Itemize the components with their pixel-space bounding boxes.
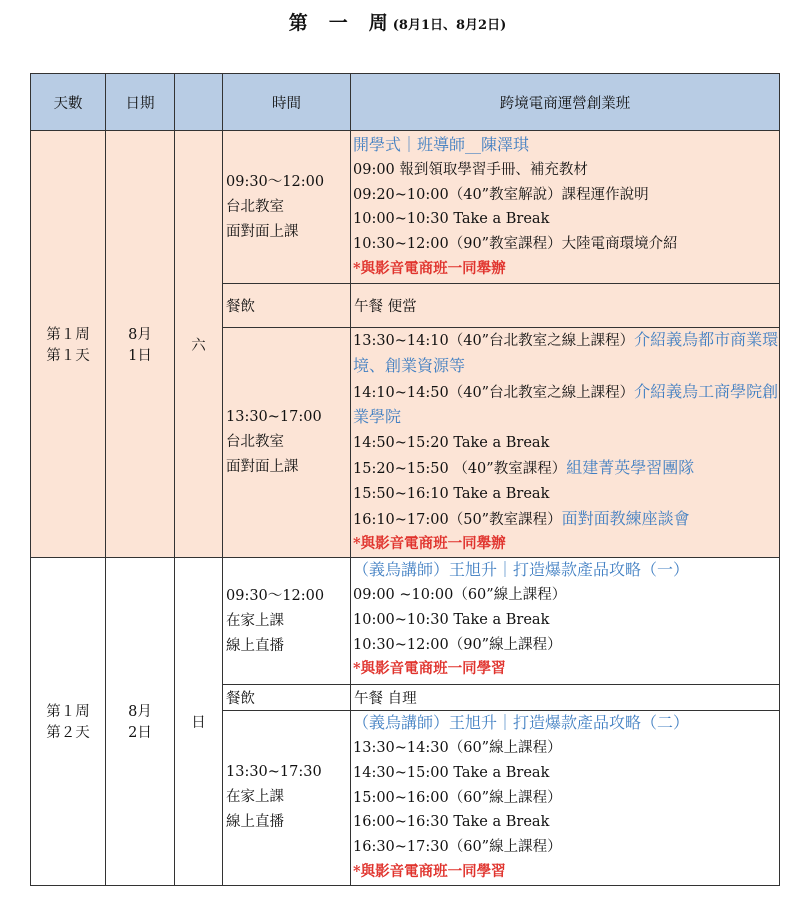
agenda-line: 10:30~12:00（90”教室課程）大陸電商環境介紹 <box>353 236 678 253</box>
agenda-line: 14:30~15:00 Take a Break <box>353 764 550 781</box>
header-course: 跨境電商運營創業班 <box>351 74 780 131</box>
day1-days-cell <box>31 131 106 558</box>
agenda-time: 14:10~14:50（40”台北教室之線上課程） <box>353 384 635 401</box>
session-title: （義烏講師）王旭升｜打造爆款產品攻略（二） <box>353 713 690 733</box>
agenda-line: 09:20~10:00（40”教室解說）課程運作說明 <box>353 186 649 203</box>
day2-day: 第２天 <box>46 725 90 742</box>
mode: 線上直播 <box>226 637 284 654</box>
week-title: 第 一 周 <box>288 12 389 34</box>
agenda-line: 15:50~16:10 Take a Break <box>353 485 550 502</box>
day1-week: 第１周 <box>46 327 90 344</box>
joint-note: *與影音電商班一同舉辦 <box>353 259 506 277</box>
day2-weekday: 日 <box>175 558 223 886</box>
mode: 面對面上課 <box>226 223 299 240</box>
agenda-line: 09:00 ~10:00（60”線上課程） <box>353 586 567 603</box>
day1-day: 第１天 <box>46 348 90 365</box>
schedule-table <box>30 73 780 886</box>
agenda-line <box>353 507 779 533</box>
day2-morning-content <box>351 558 780 685</box>
day2-meal-label: 餐飲 <box>223 685 351 711</box>
day2-date-cell <box>106 558 175 886</box>
day1-weekday: 六 <box>175 131 223 558</box>
agenda-line <box>353 380 779 432</box>
header-date: 日期 <box>106 74 175 131</box>
day2-week: 第１周 <box>46 704 90 721</box>
day1-afternoon-time <box>223 328 351 558</box>
location: 台北教室 <box>226 434 284 451</box>
day1-meal-label: 餐飲 <box>223 284 351 328</box>
agenda-line: 15:00~16:00（60”線上課程） <box>353 789 562 806</box>
header-row <box>31 74 780 131</box>
header-days: 天數 <box>31 74 106 131</box>
mode: 面對面上課 <box>226 459 299 476</box>
agenda-time: 15:20~15:50 （40”教室課程） <box>353 460 567 477</box>
joint-note: *與影音電商班一同學習 <box>353 862 506 880</box>
page-title <box>0 8 795 35</box>
joint-note: *與影音電商班一同學習 <box>353 660 506 678</box>
time-range: 13:30~17:30 <box>226 764 322 781</box>
session-title: 開學式｜班導師__陳澤琪 <box>353 135 530 154</box>
agenda-time: 16:10~17:00（50”教室課程） <box>353 511 562 528</box>
day2-month: 8月 <box>128 704 152 721</box>
day2-date: 2日 <box>128 725 152 742</box>
agenda-topic: 介紹義烏都市商業環境、創業資源等 <box>353 330 779 375</box>
agenda-topic: 面對面教練座談會 <box>561 508 690 528</box>
header-time: 時間 <box>223 74 351 131</box>
day2-meal-value: 午餐 自理 <box>351 685 780 711</box>
header-weekday <box>175 74 223 131</box>
agenda-topic: 介紹義烏工商學院創業學院 <box>353 381 779 427</box>
agenda-line: 16:00~16:30 Take a Break <box>353 814 550 831</box>
location: 台北教室 <box>226 198 284 215</box>
day1-afternoon-content <box>351 328 780 558</box>
agenda-line: 09:00 報到領取學習手冊、補充教材 <box>353 161 588 178</box>
day2-days-cell <box>31 558 106 886</box>
day2-afternoon-content <box>351 711 780 886</box>
agenda-line: 10:00~10:30 Take a Break <box>353 611 550 628</box>
location: 在家上課 <box>226 789 284 806</box>
agenda-line: 16:30~17:30（60”線上課程） <box>353 839 562 856</box>
day2-morning-time <box>223 558 351 685</box>
agenda-line <box>353 328 779 380</box>
joint-note: *與影音電商班一同舉辦 <box>353 535 506 553</box>
day1-morning-row <box>31 131 780 284</box>
day1-date-cell <box>106 131 175 558</box>
time-range: 09:30～12:00 <box>226 173 325 190</box>
day1-morning-time <box>223 131 351 284</box>
time-range: 09:30～12:00 <box>226 587 325 604</box>
agenda-line <box>353 456 779 482</box>
time-range: 13:30~17:00 <box>226 409 322 426</box>
day2-afternoon-time <box>223 711 351 886</box>
day1-meal-value: 午餐 便當 <box>351 284 780 328</box>
day1-morning-content <box>351 131 780 284</box>
day1-date: 1日 <box>128 348 152 365</box>
mode: 線上直播 <box>226 814 284 831</box>
agenda-line: 13:30~14:30（60”線上課程） <box>353 739 562 756</box>
agenda-line: 10:30~12:00（90”線上課程） <box>353 636 562 653</box>
agenda-line: 10:00~10:30 Take a Break <box>353 211 550 228</box>
agenda-line: 14:50~15:20 Take a Break <box>353 435 550 452</box>
session-title: （義烏講師）王旭升｜打造爆款產品攻略（一） <box>353 560 690 580</box>
week-dates: (8月1日、8月2日) <box>392 18 507 33</box>
day2-morning-row <box>31 558 780 685</box>
agenda-topic: 組建菁英學習團隊 <box>566 457 695 477</box>
location: 在家上課 <box>226 612 284 629</box>
agenda-time: 13:30~14:10（40”台北教室之線上課程） <box>353 333 635 349</box>
day1-month: 8月 <box>128 327 152 344</box>
